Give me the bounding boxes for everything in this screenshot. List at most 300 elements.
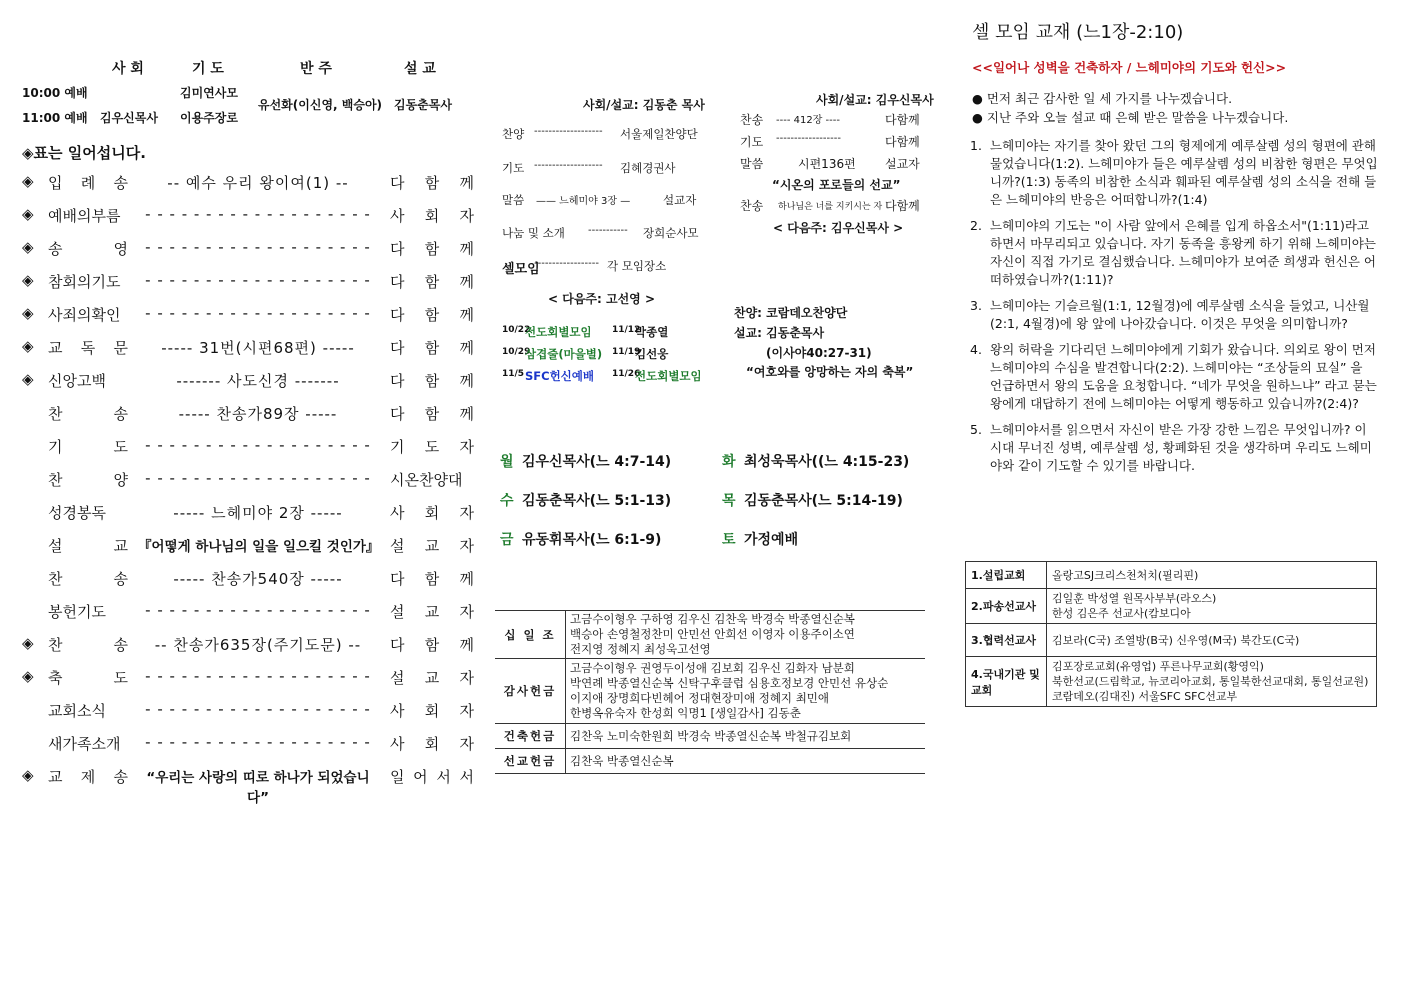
evening-dash: ------------------: [534, 258, 599, 269]
order-who-char: 함: [424, 405, 440, 423]
dawn-label: 찬송: [740, 113, 764, 127]
schedule-event: 전도회별모임: [525, 325, 592, 339]
order-who-char: 께: [459, 240, 474, 258]
header-sermon: 설 교: [404, 61, 436, 77]
mission-line: 한성 김은주 선교사(캄보디아: [1052, 607, 1191, 620]
order-title: [48, 205, 128, 226]
order-title-char: 봉헌기도: [48, 603, 106, 621]
mission-value: [1047, 657, 1377, 707]
order-who: [390, 667, 474, 688]
weekly-day: 금: [500, 532, 514, 548]
order-title-char: 찬: [48, 405, 63, 423]
order-title: [48, 436, 128, 457]
dawn-header: 사회/설교: 김우신목사: [816, 93, 934, 107]
schedule-date: 11/5: [502, 369, 525, 379]
schedule-date: 11/19: [612, 347, 641, 357]
header-accompany: 반 주: [300, 61, 332, 77]
order-row: [22, 469, 462, 491]
mission-label: 1.설립교회: [966, 562, 1047, 589]
order-who-char: 께: [459, 174, 474, 192]
question-text: 느헤미야서를 읽으면서 자신이 받은 가장 강한 느낌은 무엇입니까? 이 시대 무너진 성벽, 예루살렘 성, 황폐화된 것을 생각하며 우리도 느헤미야와 같이 기도할 수 있기를 바랍니다.: [990, 422, 1372, 473]
special-title: “여호와를 앙망하는 자의 축복”: [746, 365, 914, 379]
order-row: [22, 238, 474, 260]
order-who: [390, 403, 474, 424]
order-who-char: 회: [424, 702, 440, 720]
weekly-day: 토: [722, 532, 736, 548]
question-number: 5.: [970, 422, 982, 437]
order-who-char: 사: [390, 504, 405, 522]
order-who-char: 자: [459, 702, 474, 720]
order-detail: - - - - - - - - - - - - - - - - - - -: [145, 733, 371, 751]
order-detail: - - - - - - - - - - - - - - - - - - -: [145, 271, 371, 289]
dawn-who: 설교자: [885, 157, 920, 171]
service-prayer-1: 김미연사모: [180, 86, 238, 100]
evening-dash: -------------------: [534, 160, 603, 171]
order-title-char: 독: [80, 339, 96, 357]
weekly-text: 가정예배: [744, 532, 799, 548]
offering-names: [566, 724, 926, 749]
order-title-char: 예배의부름: [48, 207, 121, 225]
schedule-date: 11/26: [612, 369, 641, 379]
order-who: [390, 766, 474, 787]
weekly-day: 수: [500, 493, 514, 509]
order-title-char: 송: [113, 570, 128, 588]
evening-next: < 다음주: 고선영 >: [548, 292, 655, 306]
order-title-char: 제: [80, 768, 96, 786]
mission-row: [966, 657, 1377, 707]
order-detail: “우리는 사랑의 띠로 하나가 되었습니다”: [146, 770, 370, 806]
order-title-char: 송: [113, 174, 128, 192]
order-title-char: 설: [48, 537, 63, 555]
order-who-char: 께: [459, 306, 474, 324]
order-who-char: 기: [390, 438, 405, 456]
offering-line: 김찬욱 박종열신순복: [570, 753, 674, 768]
offering-names: [566, 659, 926, 724]
order-row: [22, 370, 474, 392]
order-who-char: 자: [459, 735, 474, 753]
dawn-label: 말씀: [740, 157, 764, 171]
offering-line: 박연례 박종열신순복 신탁구후클럽 심용호정보경 안민선 유상순: [570, 676, 889, 690]
order-who: [390, 238, 474, 259]
evening-dash: -----------: [588, 225, 628, 236]
dawn-dash: 시편136편: [798, 157, 856, 171]
order-who-char: 교: [424, 603, 440, 621]
weekly-day: 월: [500, 454, 514, 470]
question-item: [970, 137, 1378, 209]
order-who-char: 설: [390, 603, 405, 621]
order-title-char: 양: [113, 471, 128, 489]
order-who-char: 함: [424, 372, 440, 390]
evening-label: 셀모임: [502, 262, 540, 277]
order-who-char: 어: [413, 768, 428, 786]
mission-label: 4.국내기관 및 교회: [966, 657, 1047, 707]
evening-who: 각 모임장소: [607, 259, 667, 273]
order-detail: - - - - - - - - - - - - - - - - - - -: [145, 436, 371, 454]
order-who-char: 께: [459, 273, 474, 291]
order-who-char: 자: [459, 504, 474, 522]
order-who: [390, 634, 474, 655]
stand-mark: ◈: [22, 337, 34, 355]
order-row: [22, 700, 474, 722]
order-row: [22, 172, 474, 194]
order-who: [390, 304, 474, 325]
offering-label: 선교헌금: [495, 749, 566, 774]
offering-line: 전지영 정혜지 최성욱고선영: [570, 642, 711, 656]
weekly-text: 김동춘목사(느 5:14-19): [744, 493, 903, 509]
order-who-char: 께: [459, 339, 474, 357]
order-title-char: 문: [113, 339, 128, 357]
stand-mark: ◈: [22, 238, 34, 256]
order-title: [48, 700, 128, 721]
evening-dash: —— 느헤미야 3장 —: [536, 196, 631, 207]
weekly-text: 최성욱목사((느 4:15-23): [744, 454, 910, 470]
mission-label: 2.파송선교사: [966, 589, 1047, 624]
evening-label: 기도: [502, 161, 525, 175]
study-title: 셀 모임 교재 (느1장-2:10): [972, 22, 1184, 43]
order-row: [22, 304, 474, 326]
bullet-1: ● 먼저 최근 감사한 일 세 가지를 나누겠습니다.: [972, 91, 1233, 106]
order-who-char: 함: [424, 636, 440, 654]
question-list: [970, 137, 1378, 483]
mission-line: 북한선교(드림학교, 뉴코리아교회, 통일북한선교대회, 통일선교원): [1052, 675, 1369, 688]
dawn-closing-who: 다함께: [885, 199, 920, 213]
stand-mark: ◈: [22, 271, 34, 289]
order-who: [390, 601, 474, 622]
dawn-dash: ---- 412장 ----: [776, 115, 840, 126]
order-row: [22, 337, 474, 359]
stand-mark: ◈: [22, 172, 34, 190]
question-number: 1.: [970, 138, 982, 153]
order-who-char: 함: [424, 339, 440, 357]
order-title-char: 입: [48, 174, 63, 192]
order-who: [390, 370, 474, 391]
offering-row: [495, 659, 925, 724]
mission-label: 3.협력선교사: [966, 624, 1047, 657]
special-ref: (이사야40:27-31): [766, 346, 872, 360]
evening-dash: -------------------: [534, 126, 603, 137]
order-who-char: 다: [390, 306, 405, 324]
order-detail: - - - - - - - - - - - - - - - - - - -: [145, 238, 371, 256]
order-title: [48, 766, 128, 787]
question-item: [970, 297, 1378, 333]
order-title-char: 송: [113, 636, 128, 654]
order-title-char: 송: [48, 240, 63, 258]
header-prayer: 기 도: [192, 61, 224, 77]
order-title: [48, 535, 128, 556]
order-who: [390, 172, 474, 193]
order-title: [48, 568, 128, 589]
order-title-char: 신앙고백: [48, 372, 106, 390]
mission-row: [966, 624, 1377, 657]
order-who-char: 자: [459, 669, 474, 687]
order-title: [48, 502, 128, 523]
order-detail: 『어떻게 하나님의 일을 일으킬 것인가』: [138, 539, 380, 555]
order-detail: - - - - - - - - - - - - - - - - - - -: [145, 601, 371, 619]
question-number: 4.: [970, 342, 982, 357]
weekly-text: 김동춘목사(느 5:1-13): [522, 493, 672, 509]
special-choir: 찬양: 코람데오찬양단: [734, 306, 848, 320]
service-leader-2: 김우신목사: [100, 111, 158, 125]
order-row: [22, 601, 474, 623]
evening-label: 말씀: [502, 193, 525, 207]
order-who-char: 함: [424, 306, 440, 324]
order-who-char: 설: [390, 669, 405, 687]
order-who-char: 회: [424, 735, 440, 753]
order-who-char: 다: [390, 273, 405, 291]
order-who-char: 시온찬양대: [390, 471, 463, 489]
order-title-char: 기: [48, 438, 63, 456]
dawn-closing-label: 찬송: [740, 199, 764, 213]
mission-value: [1047, 589, 1377, 624]
order-detail: ----- 찬송가540장 -----: [173, 570, 343, 588]
offering-label: 건축헌금: [495, 724, 566, 749]
offering-row: [495, 749, 925, 774]
weekly-day: 목: [722, 493, 736, 509]
evening-who: 김혜경권사: [620, 161, 676, 175]
offering-line: 고금수이형우 구하영 김우신 김찬욱 박경숙 박종열신순복: [570, 612, 855, 626]
mission-line: 김보라(C국) 조열방(B국) 신우영(M국) 북간도(C국): [1052, 633, 1300, 647]
order-who-char: 서: [459, 768, 474, 786]
missions-table: [965, 561, 1377, 707]
order-who-char: 도: [424, 438, 440, 456]
order-row: [22, 205, 474, 227]
order-who-char: 다: [390, 405, 405, 423]
schedule-event: 박종열: [635, 325, 669, 339]
dawn-dash: ------------------: [776, 133, 841, 144]
order-who-char: 교: [424, 537, 440, 555]
service-prayer-2: 이용주장로: [180, 111, 238, 125]
order-row: [22, 535, 474, 557]
order-who-char: 다: [390, 339, 405, 357]
order-title: [48, 271, 128, 292]
order-who-char: 자: [459, 438, 474, 456]
order-who: [390, 337, 474, 358]
order-title-char: 참회의기도: [48, 273, 121, 291]
order-detail: - - - - - - - - - - - - - - - - - - -: [145, 304, 371, 322]
mission-row: [966, 589, 1377, 624]
order-title-char: 교회소식: [48, 702, 106, 720]
mission-line: 김일훈 박성열 원목사부부(라오스): [1052, 592, 1217, 605]
offering-names: [566, 749, 926, 774]
order-who-char: 다: [390, 174, 405, 192]
order-detail: ------- 사도신경 -------: [176, 372, 340, 390]
evening-who: 서울제일찬양단: [620, 127, 698, 141]
question-text: 느헤미야는 자기를 찾아 왔던 그의 형제에게 예루살렘 성의 형편에 관해 물었습니다(1:2). 느헤미야가 들은 예루살렘 성의 비참한 형편은 무엇입니까?(1:3) 동족의 비참한 소식과 훼파된 예루살렘 성의 소식을 전해 들은 느헤미야의 반응은 어떠합니까?(1:4): [990, 138, 1378, 207]
question-item: [970, 421, 1378, 475]
order-title-char: 교: [113, 537, 128, 555]
order-title-char: 송: [113, 768, 128, 786]
stand-mark: ◈: [22, 370, 34, 388]
special-preacher: 설교: 김동춘목사: [734, 326, 825, 340]
stand-note: ◈표는 일어섭니다.: [22, 144, 146, 162]
order-title: [48, 172, 128, 193]
stand-mark: ◈: [22, 205, 34, 223]
order-title-char: 축: [48, 669, 63, 687]
order-who: [390, 271, 474, 292]
stand-mark: ◈: [22, 667, 34, 685]
schedule-date: 10/22: [502, 325, 531, 335]
order-detail: ----- 찬송가89장 -----: [178, 405, 338, 423]
order-who: [390, 700, 474, 721]
order-detail: -- 찬송가635장(주기도문) --: [154, 636, 362, 654]
mission-value: [1047, 624, 1377, 657]
schedule-date: 10/29: [502, 347, 531, 357]
header-leader: 사 회: [112, 61, 144, 77]
order-detail: ----- 느헤미야 2장 -----: [173, 504, 343, 522]
order-title-char: 송: [113, 405, 128, 423]
weekly-day: 화: [722, 454, 736, 470]
service-time-1: 10:00 예배: [22, 86, 88, 100]
order-who-char: 다: [390, 240, 405, 258]
evening-label: 나눔 및 소개: [502, 226, 565, 240]
order-row: [22, 766, 474, 806]
question-number: 3.: [970, 298, 982, 313]
order-title-char: 사죄의확인: [48, 306, 121, 324]
order-detail: - - - - - - - - - - - - - - - - - - -: [145, 667, 371, 685]
question-text: 느헤미야의 기도는 "이 사람 앞에서 은혜를 입게 하옵소서"(1:11)라고 하면서 마무리되고 있습니다. 자기 동족을 흥왕케 하기 위해 느헤미야는 자신이 직접 가기로 결심했습니다. 느헤미야가 보여준 희생과 헌신은 어떠하였습니까?(1:11)?: [990, 218, 1376, 287]
order-who-char: 께: [459, 372, 474, 390]
order-row: [22, 436, 474, 458]
order-who: [390, 502, 474, 523]
order-who-char: 자: [459, 207, 474, 225]
evening-who: 장희순사모: [643, 226, 699, 240]
order-who-char: 사: [390, 735, 405, 753]
order-who-char: 자: [459, 537, 474, 555]
schedule-event: 삼겹줄(마을별): [525, 347, 603, 361]
question-item: [970, 341, 1378, 413]
offering-line: 이지애 장명희다빈헤어 정대현장미애 정혜지 최민애: [570, 691, 830, 705]
order-title: [48, 469, 128, 490]
bullet-2-text: 지난 주와 오늘 설교 때 은혜 받은 말씀을 나누겠습니다.: [986, 110, 1289, 125]
order-title-char: 교: [48, 339, 63, 357]
order-row: [22, 403, 474, 425]
order-row: [22, 568, 474, 590]
evening-label: 찬양: [502, 127, 525, 141]
evening-who: 설교자: [663, 193, 697, 207]
order-title-char: 교: [48, 768, 63, 786]
mission-line: 올랑고SJ크리스천처치(필리핀): [1052, 568, 1199, 582]
order-title-char: 영: [113, 240, 128, 258]
order-who-char: 함: [424, 570, 440, 588]
question-item: [970, 217, 1378, 289]
schedule-event: 전도회별모임: [635, 369, 702, 383]
weekly-text: 김우신목사(느 4:7-14): [522, 454, 672, 470]
order-detail: ----- 31번(시편68편) -----: [161, 339, 355, 357]
order-detail: - - - - - - - - - - - - - - - - - - -: [145, 205, 371, 223]
order-who-char: 다: [390, 636, 405, 654]
offering-label: 감사헌금: [495, 659, 566, 724]
order-row: [22, 271, 474, 293]
mission-line: 코람데오(김대진) 서울SFC SFC선교부: [1052, 690, 1238, 703]
order-who-char: 교: [424, 669, 440, 687]
question-number: 2.: [970, 218, 982, 233]
order-who-char: 설: [390, 537, 405, 555]
order-who-char: 일: [390, 768, 405, 786]
order-who-char: 함: [424, 240, 440, 258]
order-who-char: 다: [390, 570, 405, 588]
bullet-2: ● 지난 주와 오늘 설교 때 은혜 받은 말씀을 나누겠습니다.: [972, 110, 1289, 125]
weekly-text: 유동휘목사(느 6:1-9): [522, 532, 662, 548]
order-who-char: 자: [459, 603, 474, 621]
order-detail: - - - - - - - - - - - - - - - - - - -: [145, 469, 371, 487]
order-title: [48, 304, 128, 325]
order-who-char: 다: [390, 372, 405, 390]
dawn-sermon-title: “시온의 포로들의 선교”: [772, 178, 901, 192]
mission-row: [966, 562, 1377, 589]
order-who-char: 께: [459, 570, 474, 588]
schedule-event: SFC헌신예배: [525, 369, 595, 383]
mission-line: 김포장로교회(유영업) 푸른나무교회(황영익): [1052, 660, 1264, 673]
dawn-closing-dash: 하나님은 너를 지키시는 자: [778, 202, 883, 212]
order-title: [48, 601, 128, 622]
order-title-char: 새가족소개: [48, 735, 121, 753]
offering-line: 고금수이형우 권영두이성애 김보회 김우신 김화자 남분희: [570, 661, 855, 675]
order-who-char: 사: [390, 207, 405, 225]
offering-line: 김찬욱 노미숙한원희 박경숙 박종열신순복 박철규김보회: [570, 728, 852, 743]
mission-value: [1047, 562, 1377, 589]
dawn-who: 다함께: [885, 135, 920, 149]
bullet-1-text: 먼저 최근 감사한 일 세 가지를 나누겠습니다.: [986, 91, 1233, 106]
order-title: [48, 370, 128, 391]
order-who-char: 께: [459, 405, 474, 423]
offering-line: 백승아 손영철정찬미 안민선 안희선 이영자 이용주이소연: [570, 627, 855, 641]
offerings-table: [495, 610, 925, 774]
order-who: [390, 535, 474, 556]
order-who-char: 함: [424, 273, 440, 291]
order-row: [22, 502, 474, 524]
order-title: [48, 337, 128, 358]
dawn-label: 기도: [740, 135, 764, 149]
order-who-char: 회: [424, 504, 440, 522]
order-title-char: 성경봉독: [48, 504, 106, 522]
order-row: [22, 634, 474, 656]
order-row: [22, 667, 474, 689]
order-detail: -- 예수 우리 왕이여(1) --: [167, 174, 349, 192]
order-title: [48, 667, 128, 688]
evening-header: 사회/설교: 김동춘 목사: [583, 98, 705, 112]
order-who: [390, 568, 474, 589]
offering-names: [566, 611, 926, 659]
preacher: 김동춘목사: [394, 98, 452, 112]
dawn-who: 다함께: [885, 113, 920, 127]
order-title: [48, 634, 128, 655]
order-who-char: 함: [424, 174, 440, 192]
order-title-char: 례: [80, 174, 96, 192]
order-row: [22, 733, 474, 755]
order-title: [48, 733, 128, 754]
schedule-date: 11/12: [612, 325, 641, 335]
schedule-event: 김선웅: [635, 347, 669, 361]
order-who-char: 서: [436, 768, 451, 786]
study-subtitle: <<일어나 성벽을 건축하자 / 느헤미야의 기도와 헌신>>: [972, 60, 1287, 75]
order-who-char: 회: [424, 207, 440, 225]
offering-row: [495, 611, 925, 659]
order-title: [48, 238, 128, 259]
order-title-char: 도: [113, 669, 128, 687]
order-title-char: 찬: [48, 570, 63, 588]
order-title: [48, 403, 128, 424]
stand-mark: ◈: [22, 304, 34, 322]
order-title-char: 찬: [48, 471, 63, 489]
order-title-char: 도: [113, 438, 128, 456]
service-time-2: 11:00 예배: [22, 111, 88, 125]
order-who-char: 사: [390, 702, 405, 720]
dawn-next: < 다음주: 김우신목사 >: [773, 221, 904, 235]
offering-line: 한병옥유숙자 한성희 익명1 [생일감사] 김동춘: [570, 706, 801, 720]
question-text: 느헤미야는 기슬르월(1:1, 12월경)에 예루살렘 소식을 들었고, 니산월(2:1, 4월경)에 왕 앞에 나아갔습니다. 이것은 무엇을 의미합니까?: [990, 298, 1370, 331]
order-who: [390, 205, 474, 226]
order-title-char: 찬: [48, 636, 63, 654]
